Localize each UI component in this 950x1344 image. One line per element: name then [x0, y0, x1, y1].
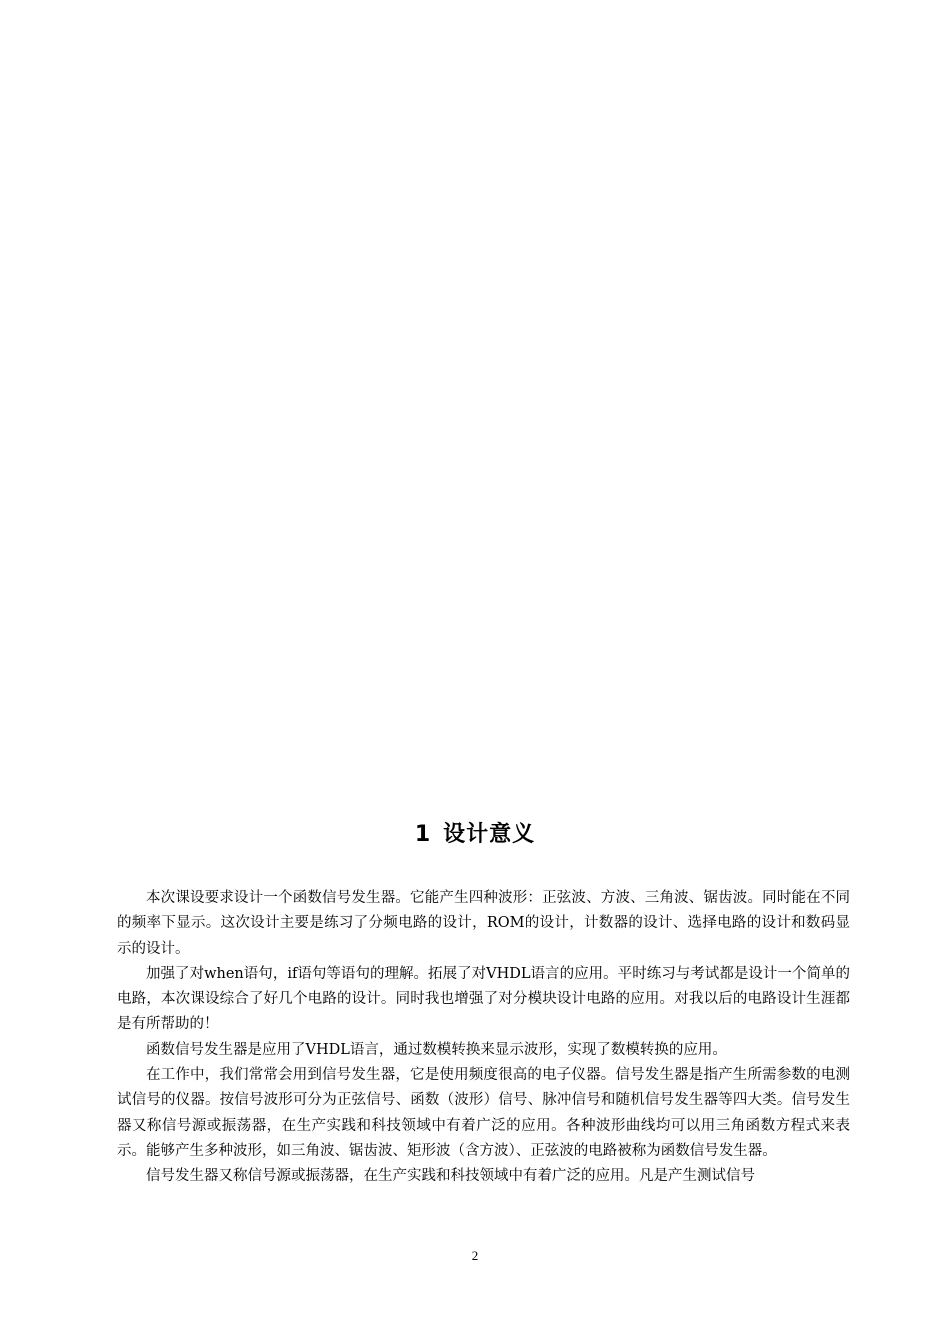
section-number: 1: [414, 822, 432, 847]
section-heading: [0, 818, 950, 852]
page-number: 2: [471, 1248, 479, 1263]
paragraph: 函数信号发生器是应用了VHDL语言，通过数模转换来显示波形，实现了数模转换的应用。: [146, 1041, 727, 1058]
paragraph: 加强了对when语句，if语句等语句的理解。拓展了对VHDL语言的应用。平时练习与考试都是设计一个简单的电路，本次课设综合了好几个电路的设计。同时我也增强了对分模块设计电路的应用。对我以后的电路设计生涯都是有所帮助的！: [117, 965, 850, 1033]
paragraph: 在工作中，我们常常会用到信号发生器，它是使用频度很高的电子仪器。信号发生器是指产生所需参数的电测试信号的仪器。按信号波形可分为正弦信号、函数（波形）信号、脉冲信号和随机信号发生器等四大类。信号发生器又称信号源或振荡器，在生产实践和科技领域中有着广泛的应用。各种波形曲线均可以用三角函数方程式来表示。能够产生多种波形，如三角波、锯齿波、矩形波（含方波）、正弦波的电路被称为函数信号发生器。: [117, 1067, 850, 1159]
section-title: 设计意义: [443, 822, 536, 847]
paragraph: 本次课设要求设计一个函数信号发生器。它能产生四种波形：正弦波、方波、三角波、锯齿波。同时能在不同的频率下显示。这次设计主要是练习了分频电路的设计，ROM的设计，计数器的设计、选择电路的设计和数码显示的设计。: [117, 890, 850, 957]
paragraph: 信号发生器又称信号源或振荡器，在生产实践和科技领域中有着广泛的应用。凡是产生测试信号: [146, 1168, 755, 1185]
section-body: [117, 886, 850, 1190]
